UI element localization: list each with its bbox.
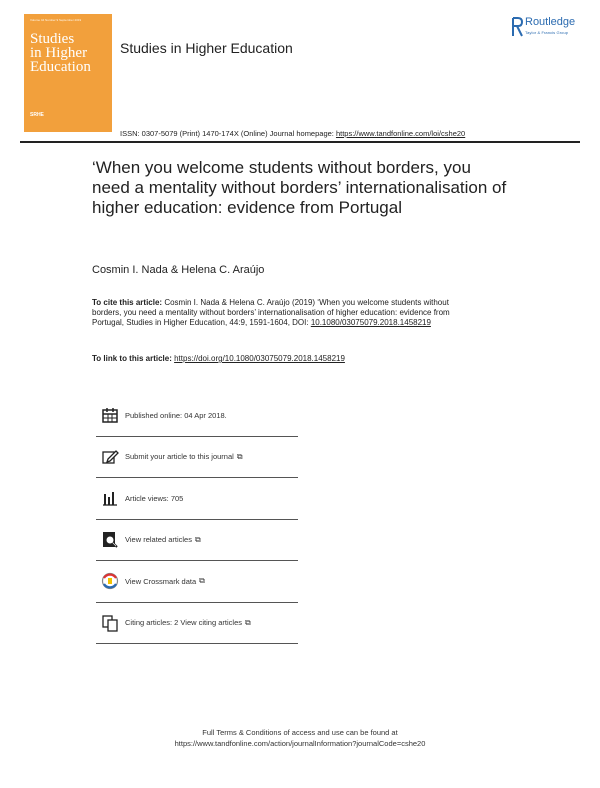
crossmark-row[interactable] (96, 561, 298, 603)
search-document-icon (100, 530, 120, 550)
external-link-icon: ⧉ (236, 451, 243, 461)
journal-title: Studies in Higher Education (120, 40, 293, 56)
doi-link[interactable]: 10.1080/03075079.2018.1458219 (310, 318, 431, 327)
citing-articles-row[interactable] (96, 603, 298, 645)
publisher-subtitle: Taylor & Francis Group (525, 30, 569, 35)
footer (0, 727, 600, 749)
journal-cover (24, 14, 112, 132)
routledge-logo-icon (512, 16, 523, 38)
cover-brand: SRHE (30, 112, 44, 118)
edit-icon (100, 447, 120, 467)
article-info-panel (96, 395, 298, 644)
citing-articles-link[interactable]: Citing articles: 2 View citing articles (125, 618, 242, 628)
journal-homepage-link[interactable]: https://www.tandfonline.com/loi/cshe20 (335, 129, 466, 138)
header-divider (20, 141, 580, 143)
article-views-row (96, 478, 298, 520)
copy-icon (100, 613, 120, 633)
cover-title-line: in Higher (30, 45, 88, 61)
external-link-icon: ⧉ (245, 617, 251, 627)
cite-label: To cite this article: (92, 298, 163, 307)
external-link-icon: ⧉ (199, 576, 205, 586)
crossmark-link[interactable]: View Crossmark data (125, 576, 197, 586)
bar-chart-icon (100, 488, 120, 508)
cover-small-text: Volume 44 Number 9 September 2019 (30, 18, 82, 22)
article-title: ‘When you welcome students without borders, you need a mentality without borders’ internationalisation of higher education: evidence from Portugal (92, 158, 507, 217)
published-date-row (96, 395, 298, 437)
external-link-icon: ⧉ (194, 534, 201, 544)
citation-block (92, 298, 472, 328)
cover-title (30, 32, 106, 74)
article-url-link[interactable]: https://doi.org/10.1080/03075079.2018.1458219 (174, 354, 345, 363)
related-articles-link[interactable]: View related articles (125, 535, 192, 545)
footer-terms-text: Full Terms & Conditions of access and use can be found at (202, 728, 398, 737)
issn-text: ISSN: 0307-5079 (Print) 1470-174X (Online) Journal homepage: (120, 129, 334, 138)
publisher-logo (512, 16, 592, 44)
crossmark-icon (100, 571, 120, 591)
cite-text: Cosmin I. Nada & Helena C. Araújo (2019) ‘When you welcome students without borders, you need a mentality without borders’ internationalisation of higher education: evidence from Portugal, Studies in Higher Education, 44:9, 1591-1604, DOI: (92, 298, 450, 327)
cover-title-line: Education (30, 59, 91, 75)
issn-line (120, 129, 465, 138)
link-label: To link to this article: (92, 354, 172, 363)
submit-article-link[interactable]: Submit your article to this journal (125, 452, 234, 462)
article-link-block (92, 354, 345, 363)
related-articles-row[interactable] (96, 520, 298, 562)
published-date: Published online: 04 Apr 2018. (125, 410, 227, 420)
submit-article-row[interactable] (96, 437, 298, 479)
footer-journal-info-link[interactable]: https://www.tandfonline.com/action/journalInformation?journalCode=cshe20 (174, 739, 426, 748)
article-views: Article views: 705 (125, 493, 184, 503)
article-authors: Cosmin I. Nada & Helena C. Araújo (92, 264, 265, 276)
calendar-icon (100, 405, 120, 425)
publisher-name: Routledge (525, 16, 576, 28)
cover-title-line: Studies (30, 31, 75, 47)
